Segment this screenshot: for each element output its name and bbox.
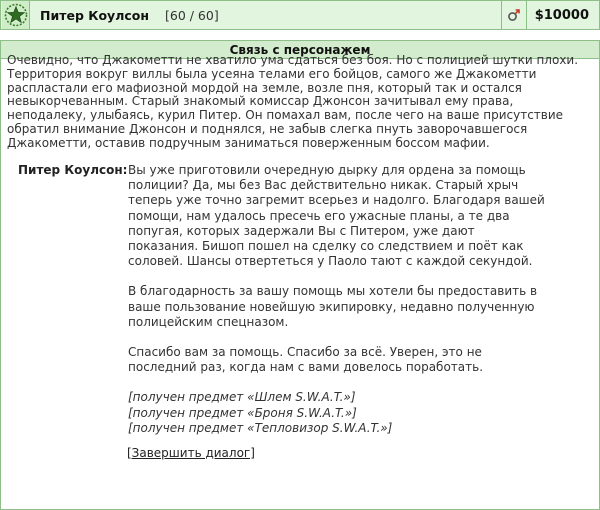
speaker-name: Питер Коулсон:: [18, 163, 128, 177]
finish-dialog-link[interactable]: [Завершить диалог]: [127, 446, 255, 460]
speaker-speech: [128, 163, 548, 436]
received-item: [получен предмет «Шлем S.W.A.T.»]: [128, 390, 356, 405]
money-balance: $10000: [534, 7, 589, 23]
male-symbol-icon: [501, 1, 527, 29]
received-item: [получен предмет «Тепловизор S.W.A.T.»]: [128, 420, 393, 435]
speech-paragraph: В благодарность за вашу помощь мы хотели бы предоставить в ваше пользование новейшую экипировку, недавно полученную полицейским спецназом.: [128, 284, 538, 329]
received-items-list: [128, 390, 548, 436]
health-counter: [60 / 60]: [164, 7, 219, 23]
speech-paragraph: Спасибо вам за помощь. Спасибо за всё. Уверен, это не последний раз, когда нам с вами довелось поработать.: [128, 345, 484, 375]
character-name[interactable]: Питер Коулсон: [40, 7, 149, 23]
top-status-bar: [0, 0, 600, 30]
received-item: [получен предмет «Броня S.W.A.T.»]: [128, 405, 357, 420]
star-wreath-icon: [2, 1, 30, 29]
dialog-narrative: Очевидно, что Джакометти не хватило ума сдаться без боя. Но с полицией шутки плохи. Территория вокруг виллы была усеяна телами его бойцов, самого же Джакометти распластали его мафиозной мордой на земле, возле пня, который так и остался невыкорчеванным. Старый знакомый комиссар Джонсон зачитывал ему права, неподалеку, улыбаясь, курил Питер. Он помахал вам, после чего на ваше присутствие обратил внимание Джонсон и поднялся, не забыв слегка пнуть заворочавшегося Джакометти, оставив подручным заниматься поверженным боссом мафии.: [7, 53, 579, 150]
speech-paragraph: Вы уже приготовили очередную дырку для ордена за помощь полиции? Да, мы без Вас действительно никак. Старый хрыч теперь уже точно загремит всерьез и надолго. Благодаря вашей помощи, нам удалось пресечь его ужасные планы, а те два попугая, которых задержали Вы с Питером, уже дают показания. Бишоп пошел на сделку со следствием и поёт как соловей. Шансы отвертеться у Паоло тают с каждой секундой.: [128, 163, 545, 269]
panel-title: Связь с персонажем: [1, 41, 599, 59]
